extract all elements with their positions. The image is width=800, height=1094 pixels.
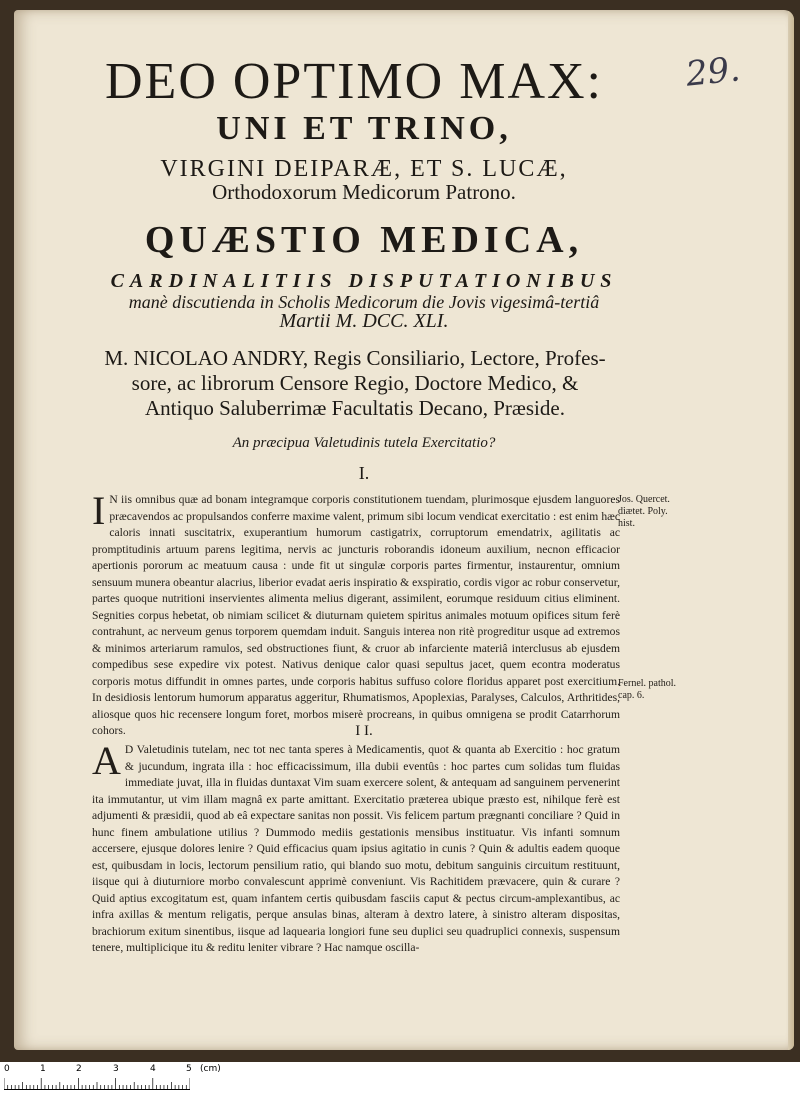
section-2-body: D Valetudinis tutelam, nec tot nec tanta speres à Medicamentis, quot & quanta ab Exercitio : hoc gratum & jucundum, ingrata illa : hoc efficacissimum, illa dubii eventûs : hoc partes cum solidas tum fluidas immediate juvat, illa in fluidas duntaxat Vim suam exercere solent, & antequam ad sanguinem pervenerint ita immutantur, ut vim illam magnâ ex parte amittant. Exercitatio præterea ubique præsto est, nihilque ferè est adjumenti & præsidii, quod ab eâ expectare sanitas non possit. Vis felicem partum prægnanti conciliare ? Quid in hunc finem ambulatione utilius ? Dummodo mediis gestationis mensibus instituatur. Vis infanti somnum accersere, ejusque dolores lenire ? Quid efficacius quam ipsius agitatio in cunis ? Quin & adultis eadem quoque est, quibusdam in locis, lectorum pensilium ratio, qui blando suo motu, debitum sanguinis circuitum restituunt, iisque qui à diuturniore morbo convalescunt apprimè conveniunt. Vis Rachitidem prævacere, quin & curare ? Quid aptius excogitatum est, quam infantem certis quibusdam fasciis caput & pectus circum-amplexantibus, ac infra axillas & mentum religatis, perque ansulas binas, alteram à dextro latere, à sinistro alteram dispositas, brachiorum exitum sinentibus, iisque ad laquearia longiori fune seu duplici seu quadruplici connexis, suspensum tenere, multiplicique itu & reditu leniter vibrare ? Hac namque oscilla- [92,743,620,954]
book-page [14,10,794,1050]
ruler-label-2: 2 [76,1064,82,1074]
margin-note-2-line-1: Fernel. pathol. [618,678,677,689]
ruler-label-4: 4 [150,1064,156,1074]
margin-note-2-line-2: cap. 6. [618,690,645,701]
section-2-text [92,738,620,957]
section-1-text [92,488,620,740]
margin-note-1-line-2: diætet. Poly. [618,506,668,517]
title-line-8: Martii M. DCC. XLI. [279,310,449,332]
section-1-heading: I. [358,463,370,483]
margin-note-1-line-1: Jos. Quercet. [618,494,670,505]
ruler-label-3: 3 [113,1064,119,1074]
praeses-line-2: sore, ac librorum Censore Regio, Doctore Medico, & [131,371,579,395]
scale-ruler [0,1062,800,1094]
ruler-unit: (cm) [200,1064,221,1074]
margin-note-1-line-3: hist. [618,518,635,529]
title-line-2: UNI ET TRINO, [216,110,512,147]
margin-note-2 [618,678,698,702]
section-1-body: N iis omnibus quæ ad bonam integramque corporis constitutionem tuendam, plurimosque ejusdem languores præcavendos ac propulsandos conferre maxime valent, primum sibi locum vendicat exercitatio : est enim hæc caloris innati suscitatrix, exuperantium humorum castigatrix, corruptorum emendatrix, agilitatis ac promptitudinis artuum parens legitima, nervis ac juncturis roborandis idoneum auxilium, necnon efficacior apertionis pororum ac meatuum causa : unde fit ut singulæ corporis partes firmentur, instaurentur, omnium sensuum munera obeantur alacrius, liberior evadat aeris inspiratio & exspiratio, cordis vigor ac robur conservetur, partes quoque nutritioni inservientes alimenta melius digerant, assimilent, eorumque residuum citius eliminent. Segnities corpus hebetat, ob nimiam scilicet & diuturnam quietem spiritus animales motuum opifices situm ferè contrahunt, ac nerveum genus torporem quemdam induit. Sanguis interea non ritè progreditur usque ad extremos & minimos arteriarum ramulos, sed obstructiones fiunt, & cruor ab infarciente materiâ interclusus ab ejusdem compedibus sese expedire vix potest. Nativus denique calor quasi sepultus jacet, quem econtra moderatus corporis motus diffundit in omnes partes, unde corporis habitus suffuso colore floridus apparet post exercitium. In desidiosis lentorum humorum apparatus aggeritur, Rhumatismos, Apoplexias, Paralyses, Calculos, Arthritides, aliosque quos hic recensere longum foret, morbos miserè procreans, in quibus omnigena se prodit Catarrhorum cohors. [92,493,620,737]
title-line-1: DEO OPTIMO MAX: [105,53,603,110]
ruler-label-5: 5 [186,1064,192,1074]
ruler-label-1: 1 [40,1064,46,1074]
praeses-line-3: Antiquo Saluberrimæ Facultatis Decano, Præside. [145,396,565,420]
question-title: An præcipua Valetudinis tutela Exercitatio? [232,435,496,451]
title-line-4: Orthodoxorum Medicorum Patrono. [212,180,516,204]
title-line-7: manè discutienda in Scholis Medicorum die Jovis vigesimâ-tertiâ [128,292,600,312]
praeses-line-1: M. NICOLAO ANDRY, Regis Consiliario, Lectore, Profes- [104,346,606,370]
page-edge [788,10,794,1050]
ruler-label-0: 0 [4,1064,10,1074]
ruler-ticks [4,1078,190,1090]
title-line-6: CARDINALITIIS DISPUTATIONIBUS [110,270,618,292]
section-1-dropcap: I [92,488,106,533]
folio-number: 29. [684,49,743,95]
praeses-block [90,346,620,421]
section-2-heading: I I. [355,723,373,739]
section-2-dropcap: A [92,738,121,783]
margin-note-1 [618,494,698,530]
title-line-3: VIRGINI DEIPARÆ, ET S. LUCÆ, [160,156,568,182]
title-line-5: QUÆSTIO MEDICA, [144,219,584,261]
